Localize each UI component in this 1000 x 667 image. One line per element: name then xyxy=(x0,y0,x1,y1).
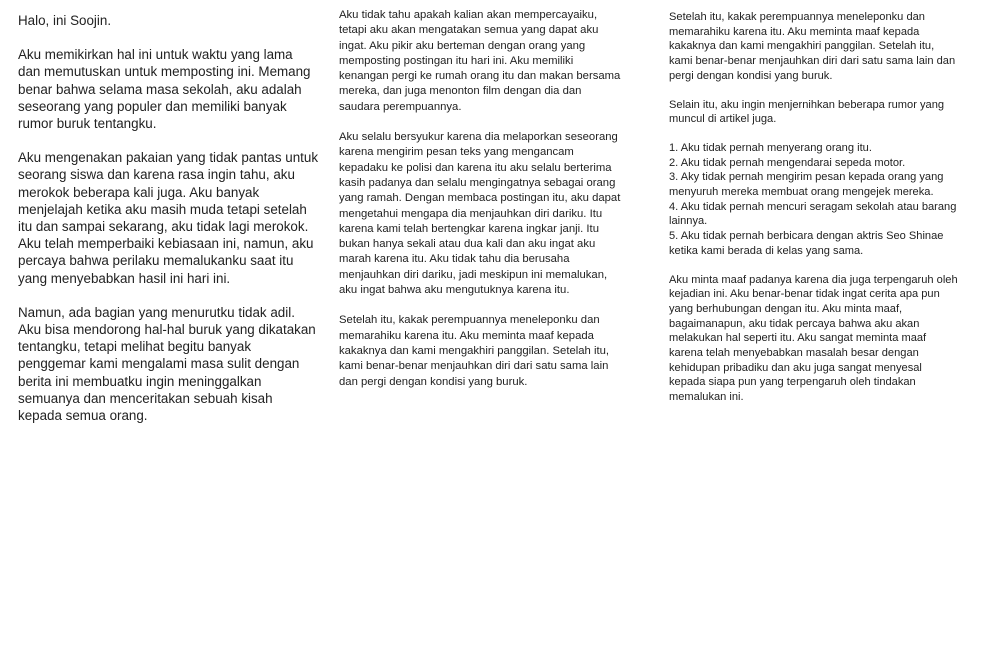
greeting: Halo, ini Soojin. xyxy=(18,13,112,28)
rumor-item: 3. Aky tidak pernah mengirim pesan kepada orang yang menyuruh mereka membuat orang mengejek mereka. xyxy=(669,171,944,199)
rumor-item: 4. Aku tidak pernah mencuri seragam sekolah atau barang lainnya. xyxy=(669,200,957,228)
closing-paragraph: Aku minta maaf padanya karena dia juga terpengaruh oleh kejadian ini. Aku benar-benar tidak ingat cerita apa pun yang berhubungan dengan itu. Aku minta maaf, bagaimanapun, aku tidak percaya bahwa aku akan melakukan hal seperti itu. Aku sangat meminta maaf karena telah menyebabkan masalah besar dengan kehidupan pribadiku dan aku juga sangat menyesal kepada siapa pun yang terpengaruh oleh tindakan memalukan ini. xyxy=(669,273,958,404)
paragraph: Aku memikirkan hal ini untuk waktu yang lama dan memutuskan untuk memposting ini. Memang benar bahwa selama masa sekolah, aku adalah seseorang yang populer dan memiliki banyak rumor buruk tentangku. xyxy=(18,47,311,132)
rumor-list xyxy=(669,141,959,259)
paragraph: Aku tidak tahu apakah kalian akan mempercayaiku, tetapi aku akan mengatakan semua yang dapat aku ingat. Aku pikir aku berteman dengan orang yang memposting postingan itu hari ini. Aku memiliki kenangan pergi ke rumah orang itu dan makan bersama mereka, dan juga menonton film dengan dia dan saudara perempuannya. xyxy=(339,9,621,113)
paragraph: Setelah itu, kakak perempuannya meneleponku dan memarahiku karena itu. Aku meminta maaf kepada kakaknya dan kami mengakhiri panggilan. Setelah itu, kami benar-benar menjauhkan diri dari satu sama lain dan pergi dengan kondisi yang buruk. xyxy=(669,11,956,82)
rumor-item: 2. Aku tidak pernah mengendarai sepeda motor. xyxy=(669,156,906,169)
rumors-intro: Selain itu, aku ingin menjernihkan beberapa rumor yang muncul di artikel juga. xyxy=(669,98,945,126)
paragraph: Aku selalu bersyukur karena dia melaporkan seseorang karena mengirim pesan teks yang mengancam kepadaku ke polisi dan karena itu aku selalu berterima kasih padanya dan selalu mengingatnya sebagai orang yang ramah. Dengan membaca postingan itu, aku dapat mengetahui mengapa dia menjauhkan diri dariku. Itu karena kami telah bertengkar karena ingkar janji. Itu bukan hanya sekali atau dua kali dan aku ingat aku marah karena itu. Aku tidak tahu dia berusaha menjauhkan diri dariku, jadi meskipun ini memalukan, aku ingat bahwa aku mengutuknya karena itu. xyxy=(339,131,621,297)
letter-column-3 xyxy=(669,10,959,419)
rumor-item: 1. Aku tidak pernah menyerang orang itu. xyxy=(669,141,872,154)
paragraph: Aku mengenakan pakaian yang tidak pantas untuk seorang siswa dan karena rasa ingin tahu, aku merokok beberapa kali juga. Aku banyak menjelajah ketika aku masih muda tetapi setelah itu dan sampai sekarang, aku tidak lagi merokok. Aku telah memperbaiki kebiasaan ini, namun, aku percaya bahwa perilaku memalukanku saat itu yang menyebabkan hasil ini hari ini. xyxy=(18,150,319,286)
paragraph: Setelah itu, kakak perempuannya meneleponku dan memarahiku karena itu. Aku meminta maaf kepada kakaknya dan kami mengakhiri panggilan. Setelah itu, kami benar-benar menjauhkan diri dari satu sama lain dan pergi dengan kondisi yang buruk. xyxy=(339,314,610,388)
letter-column-1 xyxy=(18,12,318,441)
paragraph: Namun, ada bagian yang menurutku tidak adil. Aku bisa mendorong hal-hal buruk yang dikatakan tentangku, tetapi melihat begitu banyak penggemar kami mengalami masa sulit dengan berita ini membuatku ingin meninggalkan semuanya dan menceritakan sebuah kisah kepada semua orang. xyxy=(18,304,316,424)
letter-column-2 xyxy=(339,8,624,405)
rumor-item: 5. Aku tidak pernah berbicara dengan aktris Seo Shinae ketika kami berada di kelas yang sama. xyxy=(669,230,944,257)
